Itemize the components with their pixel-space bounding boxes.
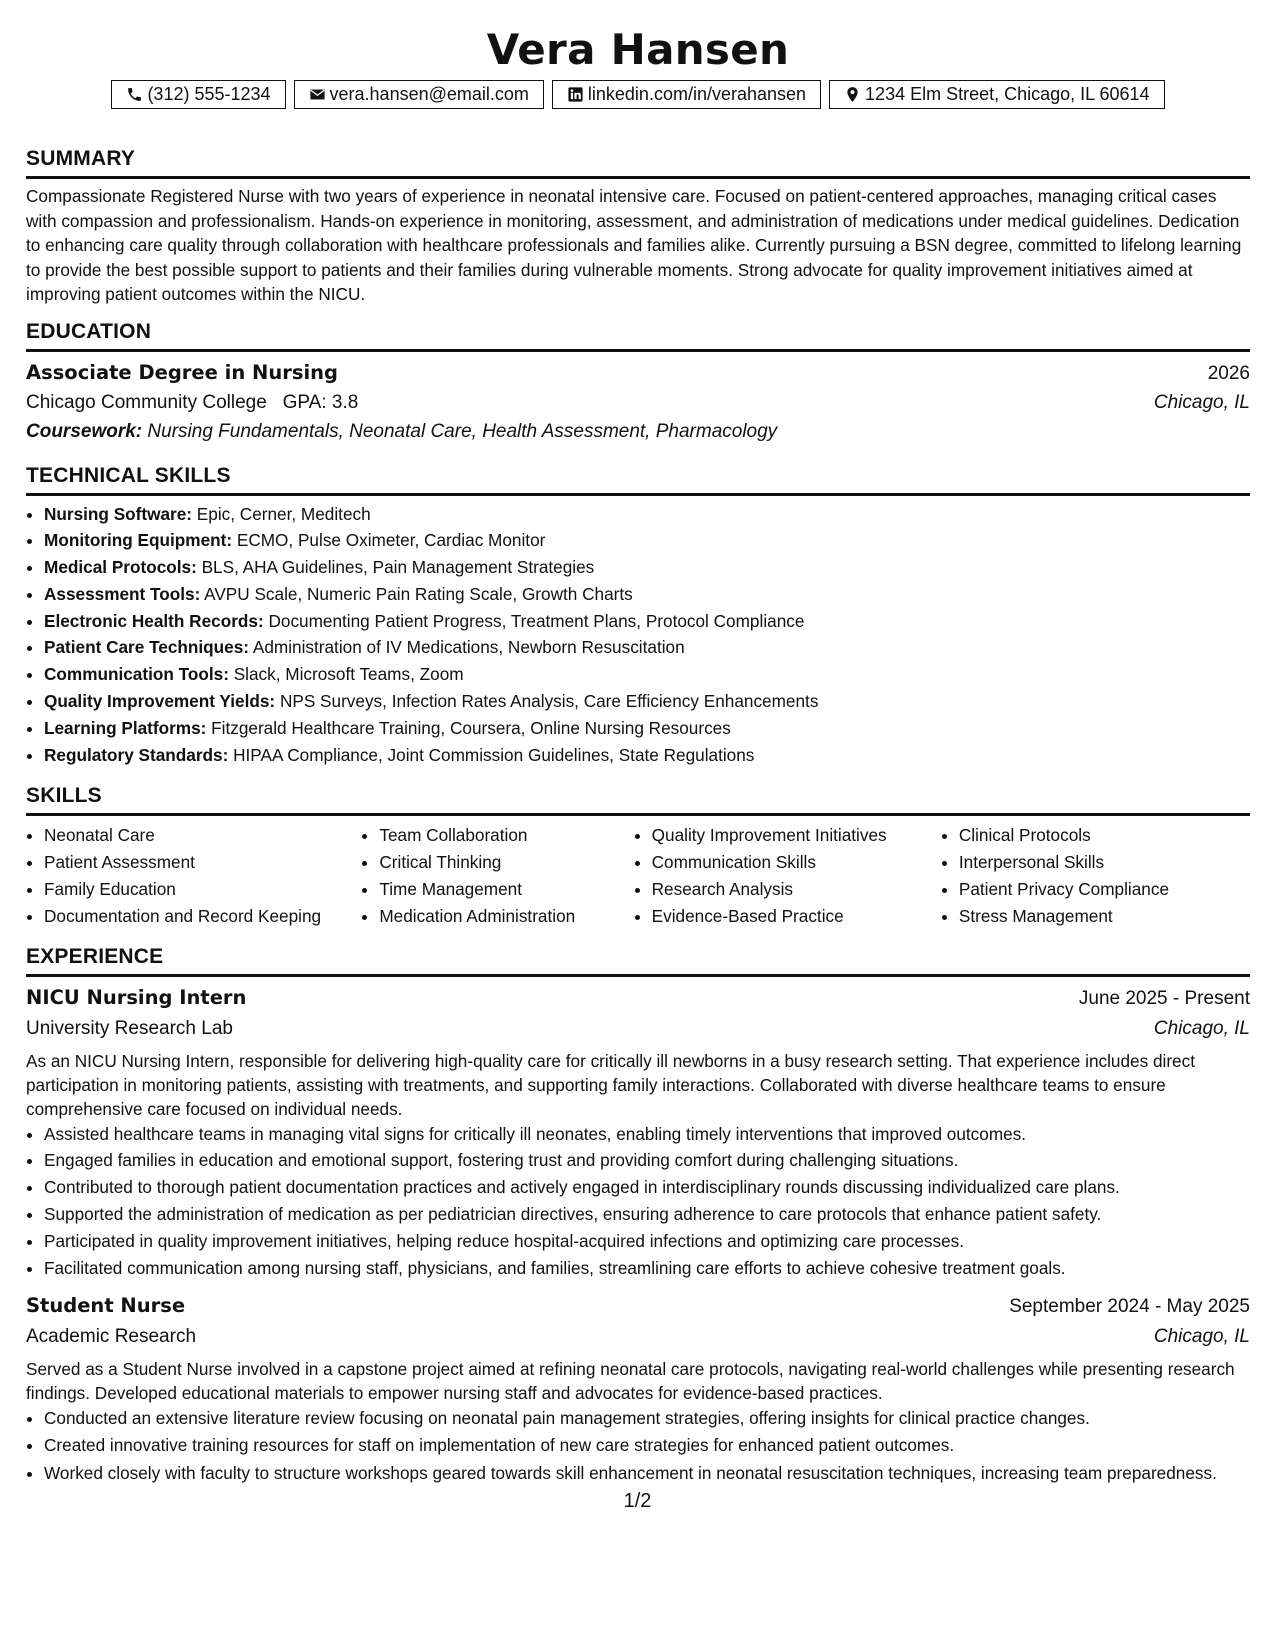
email-text: vera.hansen@email.com [329,84,529,104]
job-location: Chicago, IL [1153,1326,1250,1348]
list-item: • Engaged families in education and emotional support, fostering trust and providing comfort during challenging situations. [44,1147,1250,1174]
list-item: • Patient Assessment [44,849,361,876]
resume-page [26,0,1250,1485]
list-item: • Clinical Protocols [959,822,1250,849]
linkedin-icon [567,86,584,103]
technical-skills-section [26,463,1250,769]
list-item: • Learning Platforms: Fitzgerald Healthcare Training, Coursera, Online Nursing Resources [44,715,1250,742]
degree-title: Associate Degree in Nursing [26,360,338,384]
list-item: • Patient Care Techniques: Administration of IV Medications, Newborn Resuscitation [44,634,1250,661]
skills-column-2 [361,822,633,929]
contact-bar [26,80,1250,109]
job-entry-2 [26,1291,1250,1485]
gpa: GPA: 3.8 [282,391,359,413]
job-description: Served as a Student Nurse involved in a capstone project aimed at refining neonatal care protocols, navigating real-world challenges while presenting research findings. Developed educational materials to empower nursing staff and advocates for evidence-based practices. [26,1359,1235,1404]
list-item: • Assessment Tools: AVPU Scale, Numeric Pain Rating Scale, Growth Charts [44,581,1250,608]
list-item: • Stress Management [959,903,1250,930]
list-item: • Team Collaboration [379,822,633,849]
job-description: As an NICU Nursing Intern, responsible for delivering high-quality care for critically ill newborns in a busy research setting. That experience includes direct participation in monitoring patients, assisting with treatments, and supporting family interactions. Collaborated with diverse healthcare teams to ensure comprehensive care focused on individual needs. [26,1050,1195,1119]
list-item: • Participated in quality improvement initiatives, helping reduce hospital-acquired infections and optimizing care processes. [44,1228,1250,1255]
school-location: Chicago, IL [1153,391,1250,413]
job-bullets [26,1405,1250,1485]
list-item: • Supported the administration of medication as per pediatrician directives, ensuring adherence to care protocols that enhance patient safety. [44,1201,1250,1228]
list-item: • Time Management [379,876,633,903]
skills-section [26,783,1250,929]
job-location: Chicago, IL [1153,1017,1250,1039]
list-item: • Research Analysis [652,876,941,903]
phone-icon [126,86,143,103]
list-item: • Critical Thinking [379,849,633,876]
list-item: • Neonatal Care [44,822,361,849]
coursework-line [26,417,1250,446]
page-number: 1/2 [623,1490,652,1512]
list-item: • Quality Improvement Initiatives [652,822,941,849]
list-item: • Documentation and Record Keeping [44,903,361,930]
experience-heading: EXPERIENCE [26,944,1250,977]
list-item: • Communication Tools: Slack, Microsoft Teams, Zoom [44,661,1250,688]
job-org: Academic Research [26,1326,197,1348]
list-item: • Worked closely with faculty to structure workshops geared towards skill enhancement in neonatal resuscitation techniques, increasing team preparedness. [44,1459,1250,1485]
summary-section [26,146,1250,307]
skills-column-1 [26,822,361,929]
coursework-label: Coursework: [26,420,143,442]
technical-skills-list [26,501,1250,769]
skills-grid [26,822,1250,929]
candidate-name: Vera Hansen [486,25,790,74]
education-heading: EDUCATION [26,319,1250,352]
list-item: • Facilitated communication among nursing staff, physicians, and families, streamlining care efforts to achieve cohesive treatment goals. [44,1255,1250,1282]
summary-heading: SUMMARY [26,146,1250,179]
list-item: • Family Education [44,876,361,903]
list-item: • Monitoring Equipment: ECMO, Pulse Oximeter, Cardiac Monitor [44,527,1250,554]
linkedin-text: linkedin.com/in/verahansen [587,84,807,104]
list-item: • Created innovative training resources for staff on implementation of new care strategies for enhanced patient outcomes. [44,1432,1250,1459]
list-item: • Quality Improvement Yields: NPS Surveys, Infection Rates Analysis, Care Efficiency Enhancements [44,688,1250,715]
contact-address [829,80,1165,109]
summary-text: Compassionate Registered Nurse with two years of experience in neonatal intensive care. Focused on patient-centered approaches, managing critical cases with compassion and professionalism. Hands-on experience in monitoring, assessment, and administration of medications under medical guidelines. Dedication to enhancing care quality through collaboration with healthcare professionals and families alike. Currently pursuing a BSN degree, committed to lifelong learning to provide the best possible support to patients and their families during vulnerable moments. Strong advocate for quality improvement initiatives aimed at improving patient outcomes within the NICU. [26,186,1242,304]
list-item: • Electronic Health Records: Documenting Patient Progress, Treatment Plans, Protocol Compliance [44,608,1250,635]
job-bullets [26,1121,1250,1282]
list-item: • Nursing Software: Epic, Cerner, Meditech [44,501,1250,528]
job-role: NICU Nursing Intern [26,985,247,1009]
contact-phone [111,80,285,109]
list-item: • Regulatory Standards: HIPAA Compliance, Joint Commission Guidelines, State Regulations [44,742,1250,769]
list-item: • Communication Skills [652,849,941,876]
education-section [26,319,1250,446]
technical-skills-heading: TECHNICAL SKILLS [26,463,1250,496]
job-role: Student Nurse [26,1294,186,1318]
list-item: • Interpersonal Skills [959,849,1250,876]
skills-column-3 [634,822,941,929]
school-line [26,388,358,417]
list-item: • Patient Privacy Compliance [959,876,1250,903]
job-entry-1 [26,982,1250,1282]
address-text: 1234 Elm Street, Chicago, IL 60614 [865,84,1150,104]
list-item: • Contributed to thorough patient documentation practices and actively engaged in interdisciplinary rounds discussing individualized care plans. [44,1174,1250,1201]
skills-heading: SKILLS [26,783,1250,816]
experience-section [26,944,1250,1485]
job-dates: September 2024 - May 2025 [1009,1296,1250,1318]
coursework-text: Nursing Fundamentals, Neonatal Care, Health Assessment, Pharmacology [147,420,778,442]
school-name: Chicago Community College [26,391,267,413]
job-org: University Research Lab [26,1017,233,1039]
list-item: • Assisted healthcare teams in managing vital signs for critically ill neonates, enabling timely interventions that improved outcomes. [44,1121,1250,1148]
skills-column-4 [941,822,1250,929]
contact-email[interactable] [294,80,544,109]
phone-text: (312) 555-1234 [147,84,271,104]
list-item: • Medical Protocols: BLS, AHA Guidelines, Pain Management Strategies [44,554,1250,581]
list-item: • Conducted an extensive literature review focusing on neonatal pain management strategies, offering insights for clinical practice changes. [44,1405,1250,1432]
job-dates: June 2025 - Present [1078,987,1250,1009]
contact-linkedin[interactable] [552,80,821,109]
envelope-icon [309,86,326,103]
list-item: • Evidence-Based Practice [652,903,941,930]
map-pin-icon [844,86,861,103]
graduation-year: 2026 [1207,362,1250,384]
list-item: • Medication Administration [379,903,633,930]
